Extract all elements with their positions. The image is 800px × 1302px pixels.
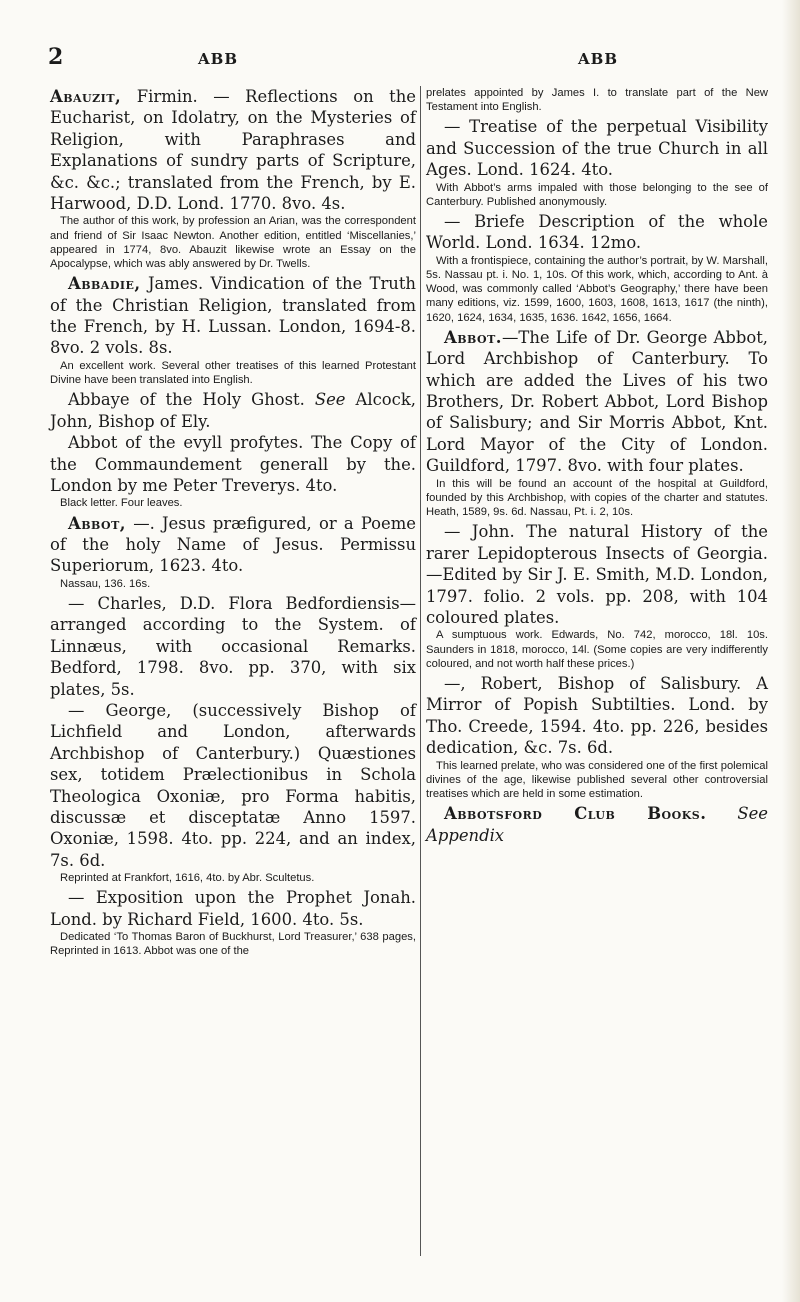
entry-abbot-life <box>426 327 768 477</box>
entry-text: —. Jesus præfigured, or a Poeme of the holy Name of Jesus. Permissu Superiorum, 1623. 4to. <box>50 513 416 576</box>
entry-note: This learned prelate, who was considered one of the first polemical divines of the age, likewise published several other controversial treatises which are held in some estimation. <box>426 759 768 800</box>
entry-abbadie <box>50 273 416 359</box>
entry-abbot-evyll <box>50 432 416 496</box>
entry-note: The author of this work, by profession an Arian, was the correspondent and friend of Sir Isaac Newton. Another edition, entitled ‘Miscellanies,’ appeared in 1774, 8vo. Abauzit likewise wrote an Essay on the Apocalypse, which was ably answered by Dr. Twells. <box>50 215 416 271</box>
entry-note: Nassau, 136. 16s. <box>60 577 151 590</box>
entry-note: In this will be found an account of the hospital at Guildford, founded by this Archbishop, with copies of the charter and statutes. Heath, 1589, 9s. 6d. Nassau, Pt. i. 2, 10s. <box>426 477 768 519</box>
entry-abbot-george <box>50 700 416 871</box>
entry-abauzit <box>50 86 416 214</box>
entry-abbot-jesus <box>50 513 416 577</box>
entry-abbot-john <box>426 521 768 628</box>
entry-text: — Charles, D.D. Flora Bedfordiensis—arranged according to the System. of Linnæus, with occasional Remarks. Bedford, 1798. 8vo. pp. 370, with six plates, 5s. <box>50 593 416 699</box>
running-head-right: ABB <box>578 50 618 68</box>
entry-text: Firmin. — Reflections on the Eucharist, on Idolatry, on the Mysteries of Religion, with Paraphrases and Explanations of sundry parts of Scripture, &c. &c.; translated from the French, by E. Harwood, D.D. Lond. 1770. 8vo. 4s. <box>50 87 416 214</box>
entry-text: — Briefe Description of the whole World. Lond. 1634. 12mo. <box>426 212 768 253</box>
entry-text: —, Robert, Bishop of Salisbury. A Mirror of Popish Subtilties. Lond. by Tho. Creede, 1594. 4to. pp. 226, besides dedication, &c. 7s. 6d. <box>426 673 768 758</box>
entry-text: — George, (successively Bishop of Lichfield and London, afterwards Archbishop of Canterbury.) Quæstiones sex, totidem Prælectionibus in Schola Theologica Oxoniæ, pro Forma habitis, discussæ et disceptatæ Anno 1597. Oxoniæ, 1598. 4to. pp. 224, and an index, 7s. 6d. <box>50 700 416 870</box>
entry-head: Abbot, <box>68 513 126 533</box>
entry-text: —The Life of Dr. George Abbot, Lord Archbishop of Canterbury. To which are added the Lives of his two Brothers, Dr. Robert Abbot, Lord Bishop of Salisbury; and Sir Morris Abbot, Knt. Lord Mayor of the City of London. Guildford, 1797. 8vo. with four plates. <box>426 327 768 476</box>
left-column <box>50 86 416 961</box>
entry-note: Dedicated ‘To Thomas Baron of Buckhurst, Lord Treasurer,’ 638 pages, Reprinted in 1613. Abbot was one of the <box>50 931 416 958</box>
entry-abbot-treatise <box>426 116 768 180</box>
entry-head: Abauzit, <box>50 87 122 106</box>
entry-text: James. Vindication of the Truth of the Christian Religion, translated from the French, by H. Lussan. London, 1694-8. 8vo. 2 vols. 8s. <box>50 274 416 358</box>
entry-abbot-description <box>426 211 768 254</box>
entry-abbot-jonah <box>50 887 416 930</box>
entry-note: Black letter. Four leaves. <box>60 497 183 510</box>
entry-text: Abbaye of the Holy Ghost. <box>68 390 305 410</box>
entry-note: Reprinted at Frankfort, 1616, 4to. by Abr. Scultetus. <box>60 872 315 885</box>
entry-abbot-charles <box>50 593 416 700</box>
entry-note: A sumptuous work. Edwards, No. 742, morocco, 18l. 10s. Saunders in 1818, morocco, 14l. (Some copies are very indifferently coloured, and not worth half these prices.) <box>426 629 768 670</box>
page-edge-shadow <box>782 0 800 1302</box>
entry-note-continued: prelates appointed by James I. to translate part of the New Testament into English. <box>426 87 768 114</box>
entry-text: — Treatise of the perpetual Visibility and Succession of the true Church in all Ages. Lond. 1624. 4to. <box>426 117 768 180</box>
entry-note: With a frontispiece, containing the author’s portrait, by W. Marshall, 5s. Nassau pt. i. No. 1, 10s. Of this work, which, according to Ant. à Wood, was commonly called ‘Abbot’s Geography,’ there have been many editions, viz. 1599, 1600, 1603, 1608, 1613, 1617 (the ninth), 1620, 1624, 1634, 1635, 1636. 1642, 1656, 1664. <box>426 254 768 324</box>
running-head-left: ABB <box>198 50 238 68</box>
see-reference: See <box>706 804 768 824</box>
entry-text: — John. The natural History of the rarer Lepidopterous Insects of Georgia.—Edited by Sir J. E. Smith, M.D. London, 1797. folio. 2 vols. pp. 208, with 104 coloured plates. <box>426 522 768 627</box>
cross-reference: Alcock, John, Bishop of Ely. <box>50 390 416 431</box>
entry-abbot-robert <box>426 673 768 759</box>
page-number: 2 <box>48 44 64 70</box>
right-column <box>426 86 768 846</box>
entry-head: Abbotsford Club Books. <box>444 804 707 824</box>
entry-note: An excellent work. Several other treatises of this learned Protestant Divine have been translated into English. <box>50 359 416 387</box>
entry-text: Abbot of the evyll profytes. The Copy of the Commaundement generall by the. London by me Peter Treverys. 4to. <box>50 433 416 495</box>
entry-head: Abbadie, <box>68 274 141 294</box>
entry-abbaye <box>50 389 416 432</box>
entry-text: — Exposition upon the Prophet Jonah. Lond. by Richard Field, 1600. 4to. 5s. <box>50 888 416 929</box>
entry-note: With Abbot’s arms impaled with those belonging to the see of Canterbury. Published anonymously. <box>426 181 768 208</box>
entry-head: Abbot. <box>444 327 502 347</box>
column-divider <box>420 86 421 1256</box>
see-reference: See <box>304 390 346 410</box>
entry-abbotsford <box>426 803 768 846</box>
cross-reference: Appendix <box>426 825 505 845</box>
